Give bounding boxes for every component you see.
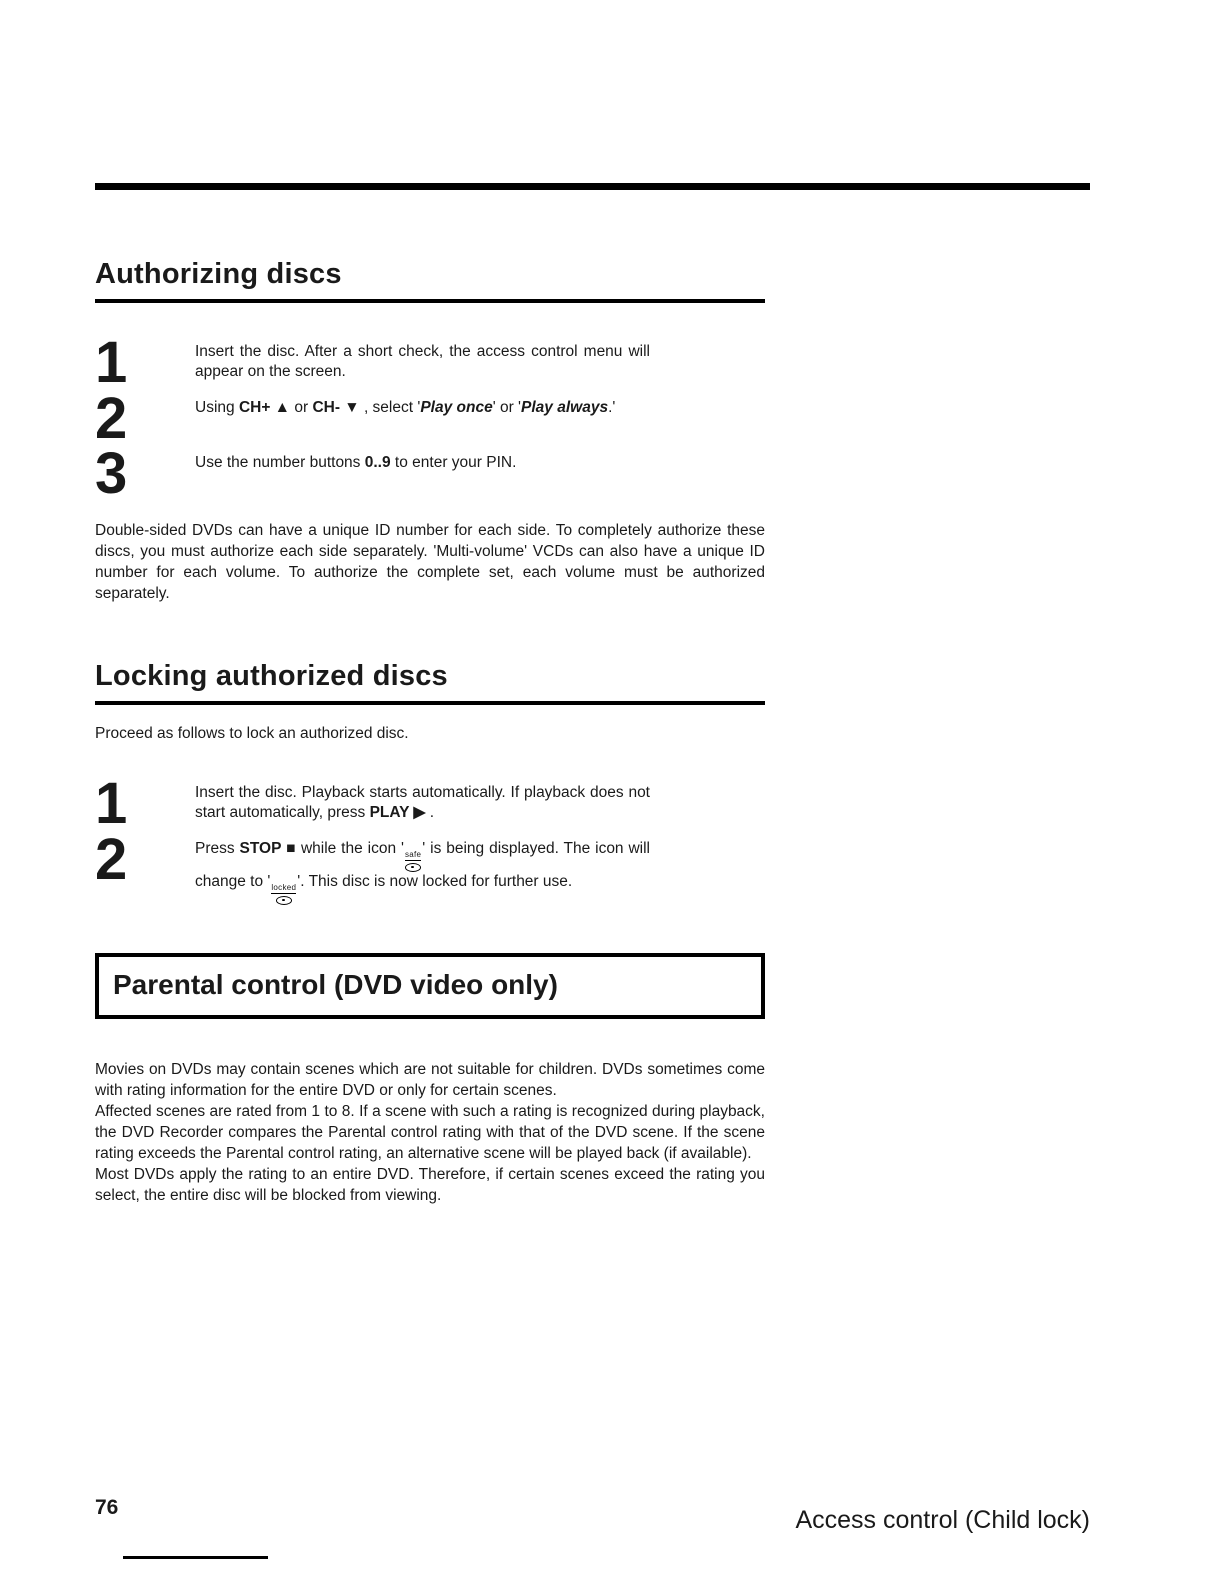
heading-authorizing-discs: Authorizing discs xyxy=(95,258,765,303)
step-text xyxy=(195,450,650,498)
step-number: 2 xyxy=(95,826,127,892)
parental-paragraph-3: Most DVDs apply the rating to an entire DVD. Therefore, if certain scenes exceed the rating you select, the entire disc will be blocked from viewing. xyxy=(95,1165,765,1205)
text-run: '. This disc is now locked for further use. xyxy=(297,872,573,890)
step-row xyxy=(95,826,765,905)
safe-disc-icon xyxy=(405,851,421,872)
footer-chapter-title: Access control (Child lock) xyxy=(795,1506,1090,1534)
text-run: to enter your PIN. xyxy=(390,454,517,472)
heading-locking-authorized-discs: Locking authorized discs xyxy=(95,660,765,705)
menu-option-play-always: Play always xyxy=(521,398,609,416)
button-label-ch-minus: CH- ▼ xyxy=(312,398,360,416)
text-run: Using xyxy=(195,398,239,416)
safe-disc-label: safe xyxy=(404,849,422,859)
button-label-ch-plus: CH+ ▲ xyxy=(238,398,291,416)
page-number: 76 xyxy=(95,1496,119,1519)
text-run: Insert the disc. After a short check, the access control menu will appear on the screen. xyxy=(195,343,650,381)
text-run: Press xyxy=(195,839,240,857)
step-row xyxy=(95,330,765,395)
top-page-rule xyxy=(95,183,1090,190)
text-run: Use the number buttons xyxy=(195,454,365,472)
text-run: . xyxy=(425,804,435,822)
text-run: while the icon ' xyxy=(296,839,404,857)
step-row xyxy=(95,771,765,837)
parental-paragraph-1: Movies on DVDs may contain scenes which are not suitable for children. DVDs sometimes come with rating information for the entire DVD or only for certain scenes. xyxy=(95,1060,765,1099)
disc-glyph xyxy=(405,863,421,872)
authorizing-note: Double-sided DVDs can have a unique ID number for each side. To completely authorize these discs, you must authorize each side separately. 'Multi-volume' VCDs can also have a unique ID number for each volume. To authorize the complete set, each volume must be authorized separately. xyxy=(95,521,765,602)
button-label-stop: STOP ■ xyxy=(239,839,297,857)
step-number: 1 xyxy=(95,330,127,395)
heading-parental-control: Parental control (DVD video only) xyxy=(95,953,765,1019)
step-number: 2 xyxy=(95,385,127,451)
page-content xyxy=(95,258,765,1206)
button-label-play: PLAY ▶ xyxy=(369,804,426,822)
step-number: 3 xyxy=(95,441,127,507)
locking-steps xyxy=(95,771,765,905)
step-text xyxy=(195,339,650,387)
authorizing-steps xyxy=(95,330,765,507)
text-run: , select ' xyxy=(359,398,421,416)
parental-paragraphs xyxy=(95,1059,765,1207)
text-run: or xyxy=(290,398,313,416)
step-text xyxy=(195,780,650,828)
button-label-number-buttons: 0..9 xyxy=(364,454,391,472)
step-text xyxy=(195,836,650,905)
step-row xyxy=(95,441,765,507)
menu-option-play-once: Play once xyxy=(420,398,493,416)
step-number: 1 xyxy=(95,771,127,837)
text-run: Insert the disc. Playback starts automatically. If playback does not start automatically, press xyxy=(195,784,650,822)
locked-disc-label: locked xyxy=(271,882,297,892)
footer-rule xyxy=(123,1556,268,1559)
locked-disc-icon xyxy=(271,884,296,905)
step-row xyxy=(95,385,765,451)
parental-paragraph-2: Affected scenes are rated from 1 to 8. If a scene with such a rating is recognized during playback, the DVD Recorder compares the Parental control rating with that of the DVD scene. If the scene rating exceeds the Parental control rating, an alternative scene will be played back (if available). xyxy=(95,1102,765,1162)
step-text xyxy=(195,395,650,443)
disc-glyph xyxy=(276,896,292,905)
locking-intro: Proceed as follows to lock an authorized disc. xyxy=(95,724,409,742)
text-run: ' is being displayed. The icon will change to ' xyxy=(195,839,650,890)
text-run: .' xyxy=(608,398,616,416)
text-run: ' or ' xyxy=(492,398,522,416)
